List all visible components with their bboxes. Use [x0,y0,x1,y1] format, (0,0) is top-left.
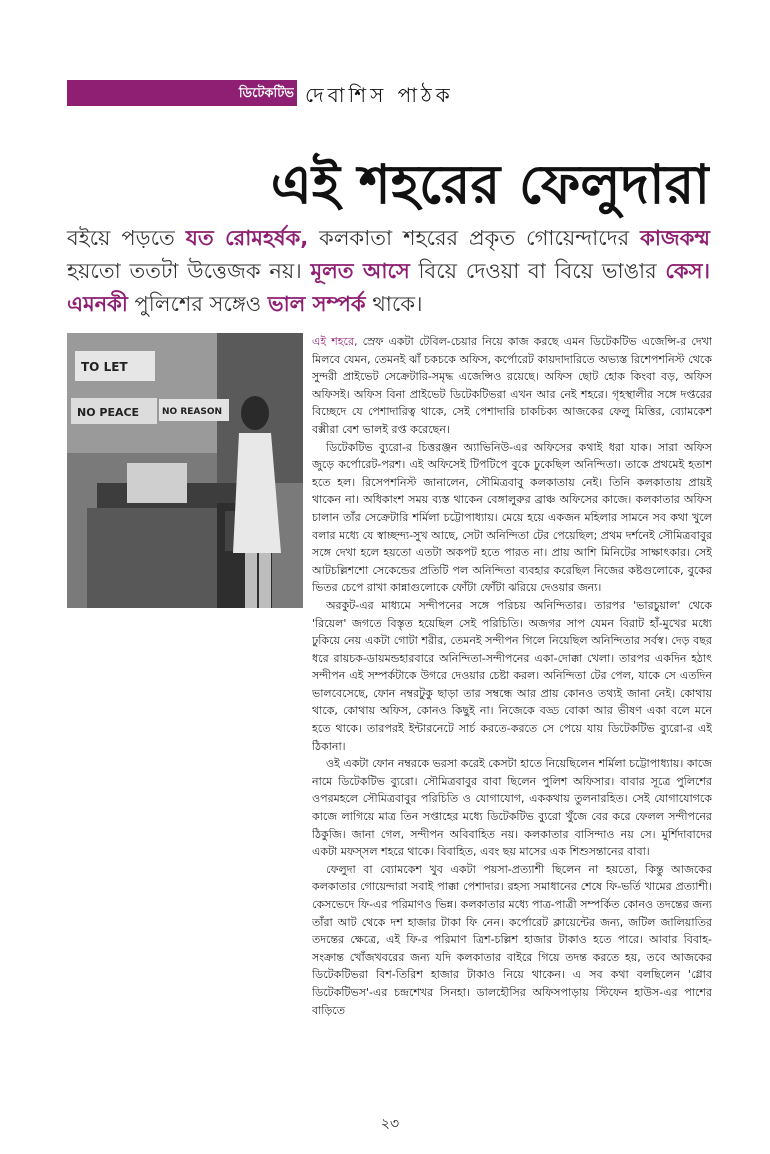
body-paragraph-4: ওই একটা ফোন নম্বরকে ভরসা করেই কেসটা হাতে নিয়েছিলেন শর্মিলা চট্টোপাধ্যায়। কাজে নামে ডিটেকটিভ ব্যুরো। সৌমিত্রবাবুর বাবা ছিলেন পুলিশ অফিসার। বাবার সূত্রে পুলিশের ওপরমহলে সৌমিত্রবাবুর পরিচিতি ও যোগাযোগ, এককথায় তুলনারহিত। সেই যোগাযোগকে কাজে লাগিয়ে মাত্র তিন সপ্তাহের মধ্যে ডিটেকটিভ ব্যুরো খুঁজে বের করে ফেলল সন্দীপনের ঠিকুজি। জানা গেল, সন্দীপন অবিবাহিত নয়। কলকাতার বাসিন্দাও নয় সে। মুর্শিদাবাদের একটা মফস্সল শহরে থাকে। বিবাহিত, এবং ছয় মাসের এক শিশুসন্তানের বাবা। [312,757,712,859]
body-paragraph-3: অরকুট-এর মাধ্যমে সন্দীপনের সঙ্গে পরিচয় অনিন্দিতার। তারপর 'ভারচুয়াল' থেকে 'রিয়েল' জগতে বিস্তৃত হয়েছিল সেই পরিচিতি। অজগর সাপ যেমন বিরাট হাঁ-মুখের মধ্যে ঢুকিয়ে নেয় একটা গোটা শরীর, তেমনই সন্দীপন গিলে নিয়েছিল অনিন্দিতার সর্বস্ব। দেড় বছর ধরে রায়চক-ডায়মন্ডহারবারে অনিন্দিতা-সন্দীপনের একা-দোক্কা খেলা। তারপর একদিন হঠাৎ সন্দীপন এই সম্পর্কটাকে উগরে দেওয়ার চেষ্টা করল। অনিন্দিতা টের পেল, যাকে সে এতদিন ভালবেসেছে, ফোন নম্বরটুকু ছাড়া তার সম্বন্ধে আর প্রায় কোনও তথ্যই জানা নেই। কোথায় থাকে, কোথায় অফিস, কোনও কিছুই না। নিজেকে বড্ড বোকা আর ভীষণ একা বলে মনে হতে থাকে। তারপরই ইন্টারনেটে সার্চ করতে-করতে সে পেয়ে যায় ডিটেকটিভ ব্যুরো-র এই ঠিকানা। [312,598,712,753]
body-paragraph-5: ফেলুদা বা ব্যোমকেশ খুব একটা পয়সা-প্রত্যাশী ছিলেন না হয়তো, কিন্তু আজকের কলকাতার গোয়েন্দারা সবাই পাক্কা পেশাদার। রহস্য সমাধানের শেষে ফি-ভর্তি খামের প্রত্যাশী। কেসভেদে ফি-এর পরিমাণও ভিন্ন। কলকাতার মধ্যে পাত্র-পাত্রী সম্পর্কিত কোনও তদন্তের জন্য তাঁরা আট থেকে দশ হাজার টাকা ফি নেন। কর্পোরেট ক্লায়েন্টের জন্য, জটিল জালিয়াতির তদন্তের ক্ষেত্রে, এই ফি-র পরিমাণ ত্রিশ-চল্লিশ হাজার টাকাও হতে পারে। আবার বিবাহ-সংক্রান্ত খোঁজখবরের জন্য যদি কলকাতার বাইরে গিয়ে তদন্ত করতে হয়, তবে আজকের ডিটেকটিভরা বিশ-তিরিশ হাজার টাকাও নিয়ে থাকেন। এ সব কথা বলছিলেন 'গ্লোব ডিটেকটিভস'-এর চন্দ্রশেখর সিনহা। ডালহৌসির অফিসপাড়ায় স্টিফেন হাউস-এর পাশের বাড়িতে [312,862,712,1017]
body-paragraph-1: এই শহরে, স্রেফ একটা টেবিল-চেয়ার নিয়ে কাজ করছে এমন ডিটেকটিভ এজেন্সি-র দেখা মিলবে যেমন, তেমনই ঝাঁ চকচকে অফিস, কর্পোরেট কায়দাদারিতে অভ্যস্ত রিশেপশনিস্ট থেকে সুন্দরী প্রাইভেট সেক্রেটারি-সমৃদ্ধ এজেন্সিও রয়েছে। অফিস ছোট হোক কিংবা বড়, অফিস অফিসই। অফিস বিনা প্রাইভেট ডিটেকটিভরা এখন আর নেই শহরে। গৃহস্থালীর সঙ্গে দপ্তরের বিচ্ছেদে যে পেশাদারিত্ব থাকে, সেই পেশাদারি চাকচিক্য আজকের ফেলু মিত্তির, ব্যোমকেশ বক্সীরা বেশ ভালই রপ্ত করেছেন। [312,335,712,436]
poster-text-1: TO LET [81,360,128,374]
poster-text-2: NO PEACE [77,406,140,419]
page-number: ২৩ [380,1116,400,1132]
poster-text-3: NO REASON [162,407,223,417]
person-head [241,396,269,430]
standfirst: বইয়ে পড়তে যত রোমহর্ষক, কলকাতা শহরের প্রকৃত গোয়েন্দাদের কাজকম্ম হয়তো ততটা উত্তেজক নয়। মূলত আসে বিয়ে দেওয়া বা বিয়ে ভাঙার কেস। এমনকী পুলিশের সঙ্গেও ভাল সম্পর্ক থাকে। [67,226,710,316]
article-photo [67,333,303,608]
body-paragraph-2: ডিটেকটিভ ব্যুরো-র চিত্তরঞ্জন অ্যাভিনিউ-এর অফিসের কথাই ধরা যাক। সারা অফিস জুড়ে কর্পোরেট-পরশ। এই অফিসেই টিপটিপে বুকে ঢুকেছিল অনিন্দিতা। তাকে প্রথমেই হতাশ হতে হল। রিসেপশনিস্ট জানালেন, সৌমিত্রবাবু কলকাতায় নেই। তিনি কলকাতায় প্রায়ই থাকেন না। অধিকাংশ সময় ব্যস্ত থাকেন বেঙ্গালুরুর ব্রাঞ্চ অফিসের কাজে। কলকাতার অফিস চালান তাঁর সেক্রেটারি শর্মিলা চট্টোপাধ্যায়। মেয়ে হয়ে একজন মহিলার সামনে সব কথা খুলে বলার মধ্যে যে স্বাচ্ছন্দ্য-সুখ আছে, সেটা অনিন্দিতা টের পেয়েছিল; প্রথম দর্শনেই সৌমিত্রবাবুর সঙ্গে দেখা হলে হয়তো এতটা অকপট হতে পারত না। প্রায় আশি মিনিটের সাক্ষাৎকার। সেই আটচল্লিশশো সেকেন্ডের প্রতিটি পল অনিন্দিতা ব্যবহার করেছিল নিজের কষ্টগুলোকে, বুকের ভিতর চেপে রাখা কান্নাগুলোকে ফোঁটা ফোঁটা ঝরিয়ে দেওয়ার জন্য। [312,440,712,595]
article-body [312,333,712,1078]
author-byline: দেবাশিস পাঠক [305,83,454,107]
headline: এই শহরের ফেলুদারা [270,153,710,216]
section-label: ডিটেকটিভ [238,86,294,101]
